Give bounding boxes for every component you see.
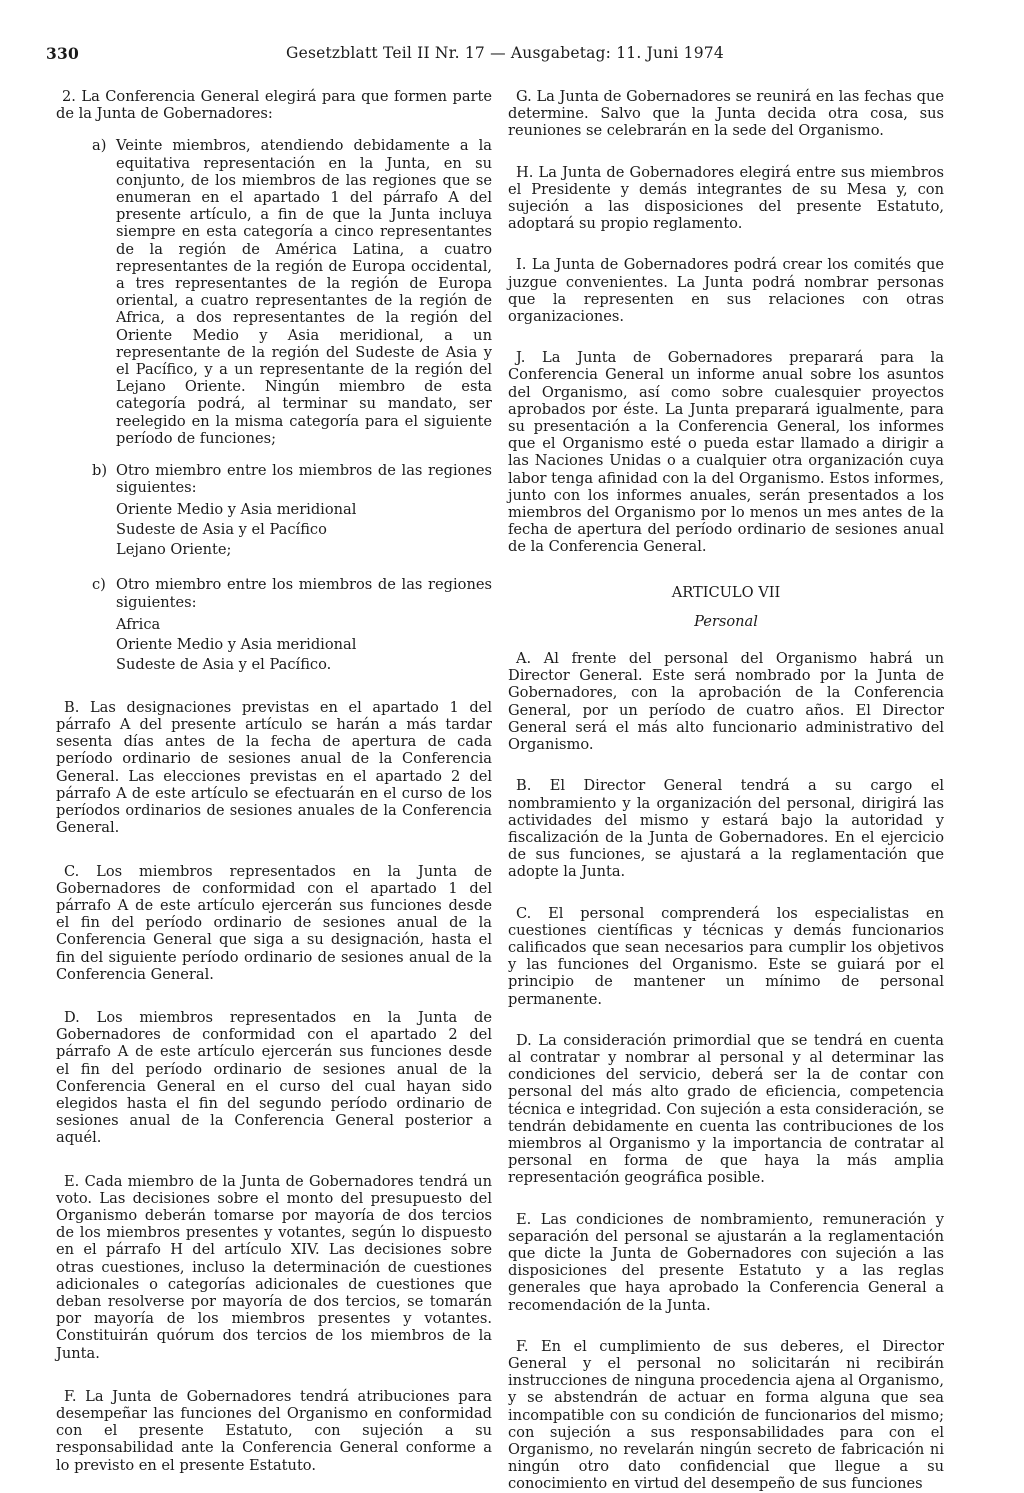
region-list-item: Sudeste de Asia y el Pacífico. (116, 655, 332, 673)
item-a (56, 137, 492, 447)
article-VII-paragraph-D: D. La consideración primordial que se tendrá en cuenta al contratar y nombrar al personal y al determinar las condiciones del servicio, deberá ser la de contar con personal del más alto grado de eficiencia, competencia técnica e integridad. Con sujeción a esta consideración, se tendrán debidamente en cuenta las contribuciones de los miembros al Organismo y la importancia de contratar al personal en forma de que haya la más amplia representación geográfica posible. (508, 1031, 944, 1187)
article-VII-paragraph-E: E. Las condiciones de nombramiento, remuneración y separación del personal se ajustarán a la reglamentación que dicte la Junta de Gobernadores con sujeción a las disposiciones del presente Estatuto y a las reglas generales que haya aprobado la Conferencia General a recomendación de la Junta. (508, 1210, 944, 1314)
item-b-region-list (56, 500, 492, 560)
paragraph-B: B. Las designaciones previstas en el apartado 1 del párrafo A del presente artículo se harán a más tardar sesenta días antes de la fecha de apertura de cada período ordinario de sesiones anual de la Conferencia General. Las elecciones previstas en el apartado 2 del párrafo A de este artículo se efectuarán en el curso de los períodos ordinarios de sesiones anuales de la Conferencia General. (56, 698, 492, 837)
article-subheading: Personal (694, 612, 758, 630)
item-c (56, 576, 492, 610)
paragraph-E: E. Cada miembro de la Junta de Gobernadores tendrá un voto. Las decisiones sobre el monto del presupuesto del Organismo deberán tomarse por mayoría de dos tercios de los miembros presentes y votantes, según lo dispuesto en el párrafo H del artículo XIV. Las decisiones sobre otras cuestiones, incluso la determinación de cuestiones adicionales o categorías adicionales de cuestiones que deban resolverse por mayoría de dos tercios, se tomarán por mayoría de los miembros presentes y votantes. Constituirán quórum dos tercios de los miembros de la Junta. (56, 1172, 492, 1362)
region-list-item: Oriente Medio y Asia meridional (116, 635, 357, 653)
region-list-item: Africa (116, 615, 161, 633)
right-column (508, 88, 944, 1493)
item-c-text: Otro miembro entre los miembros de las regiones siguientes: (116, 576, 492, 611)
paragraph-J: J. La Junta de Gobernadores preparará para la Conferencia General un informe anual sobre los asuntos del Organismo, así como sobre cualesquier proyectos aprobados por éste. La Junta preparará igualmente, para su presentación a la Conferencia General, los informes que el Organismo esté o pueda estar llamado a dirigir a las Naciones Unidas o a cualquier otra organización cuya labor tenga afinidad con la del Organismo. Estos informes, junto con los informes anuales, serán presentados a los miembros del Organismo por lo menos un mes antes de la fecha de apertura del período ordinario de sesiones anual de la Conferencia General. (508, 349, 944, 556)
article-VII-paragraph-B: B. El Director General tendrá a su cargo el nombramiento y la organización del personal, dirigirá las actividades del mismo y estará bajo la autoridad y fiscalización de la Junta de Gobernadores. En el ejercicio de sus funciones, se ajustará a la reglamentación que adopte la Junta. (508, 777, 944, 881)
paragraph-2-intro: 2. La Conferencia General elegirá para que formen parte de la Junta de Gobernadores: (56, 88, 492, 123)
article-VII-paragraph-F: F. En el cumplimiento de sus deberes, el Director General y el personal no solicitarán ni recibirán instrucciones de ninguna procedencia ajena al Organismo, y se abstendrán de actuar en forma alguna que sea incompatible con su condición de funcionarios del mismo; con sujeción a sus responsabilidades para con el Organismo, no revelarán ningún secreto de fabricación ni ningún otro dato confidencial que llegue a su conocimiento en virtud del desempeño de sus funciones (508, 1337, 944, 1493)
page-number: 330 (46, 44, 79, 63)
paragraph-G: G. La Junta de Gobernadores se reunirá en las fechas que determine. Salvo que la Junta decida otra cosa, sus reuniones se celebrarán en la sede del Organismo. (508, 88, 944, 140)
region-list-item: Sudeste de Asia y el Pacífico (116, 521, 327, 539)
paragraph-I: I. La Junta de Gobernadores podrá crear los comités que juzgue convenientes. La Junta podrá nombrar personas que la representen en sus relaciones con otras organizaciones. (508, 256, 944, 326)
page-header (46, 44, 946, 68)
article-VII-paragraph-C: C. El personal comprenderá los especialistas en cuestiones científicas y técnicas y demás funcionarios calificados que sean necesarios para cumplir los objetivos y las funciones del Organismo. Este se guiará por el principio de mantener un mínimo de personal permanente. (508, 904, 944, 1008)
region-list-item: Lejano Oriente; (116, 541, 232, 559)
item-c-label: c) (92, 576, 106, 594)
article-heading: ARTICULO VII (671, 583, 781, 601)
item-c-region-list (56, 615, 492, 675)
region-list-item: Oriente Medio y Asia meridional (116, 501, 357, 519)
item-b (56, 462, 492, 496)
item-a-label: a) (92, 137, 107, 155)
left-column (56, 88, 492, 1474)
paragraph-F: F. La Junta de Gobernadores tendrá atribuciones para desempeñar las funciones del Organismo en conformidad con el presente Estatuto, con sujeción a su responsabilidad ante la Conferencia General conforme a lo previsto en el presente Estatuto. (56, 1387, 492, 1474)
paragraph-D: D. Los miembros representados en la Junta de Gobernadores de conformidad con el apartado 2 del párrafo A de este artículo ejercerán sus funciones desde el fin del período ordinario de sesiones anual de la Conferencia General en el curso del cual hayan sido elegidos hasta el fin del segundo período ordinario de sesiones anual de la Conferencia General posterior a aquél. (56, 1008, 492, 1147)
article-VII-paragraph-A: A. Al frente del personal del Organismo habrá un Director General. Este será nombrado por la Junta de Gobernadores, con la aprobación de la Conferencia General, por un período de cuatro años. El Director General será el más alto funcionario administrativo del Organismo. (508, 650, 944, 754)
item-a-text: Veinte miembros, atendiendo debidamente a la equitativa representación en la Junta, en su conjunto, de los miembros de las regiones que se enumeran en el apartado 1 del párrafo A del presente artículo, a fin de que la Junta incluya siempre en esta categoría a cinco representantes de la región de América Latina, a cuatro representantes de la región de Europa occidental, a tres representantes de la región de Europa oriental, a cuatro representantes de la región de Africa, a dos representantes de la región del Oriente Medio y Asia meridional, a un representante de la región del Sudeste de Asia y el Pacífico, y a un representante de la región del Lejano Oriente. Ningún miembro de esta categoría podrá, al terminar su mandato, ser reelegido en la misma categoría para el siguiente período de funciones; (116, 137, 492, 447)
running-title: Gesetzblatt Teil II Nr. 17 — Ausgabetag: 11. Juni 1974 (286, 44, 724, 62)
paragraph-C: C. Los miembros representados en la Junta de Gobernadores de conformidad con el apartado 1 del párrafo A de este artículo ejercerán sus funciones desde el fin del período ordinario de sesiones anual de la Conferencia General que siga a su designación, hasta el fin del siguiente período ordinario de sesiones anual de la Conferencia General. (56, 862, 492, 983)
item-b-text: Otro miembro entre los miembros de las regiones siguientes: (116, 462, 492, 497)
item-b-label: b) (92, 462, 108, 480)
paragraph-H: H. La Junta de Gobernadores elegirá entre sus miembros el Presidente y demás integrantes de su Mesa y, con sujeción a las disposiciones del presente Estatuto, adoptará su propio reglamento. (508, 163, 944, 233)
